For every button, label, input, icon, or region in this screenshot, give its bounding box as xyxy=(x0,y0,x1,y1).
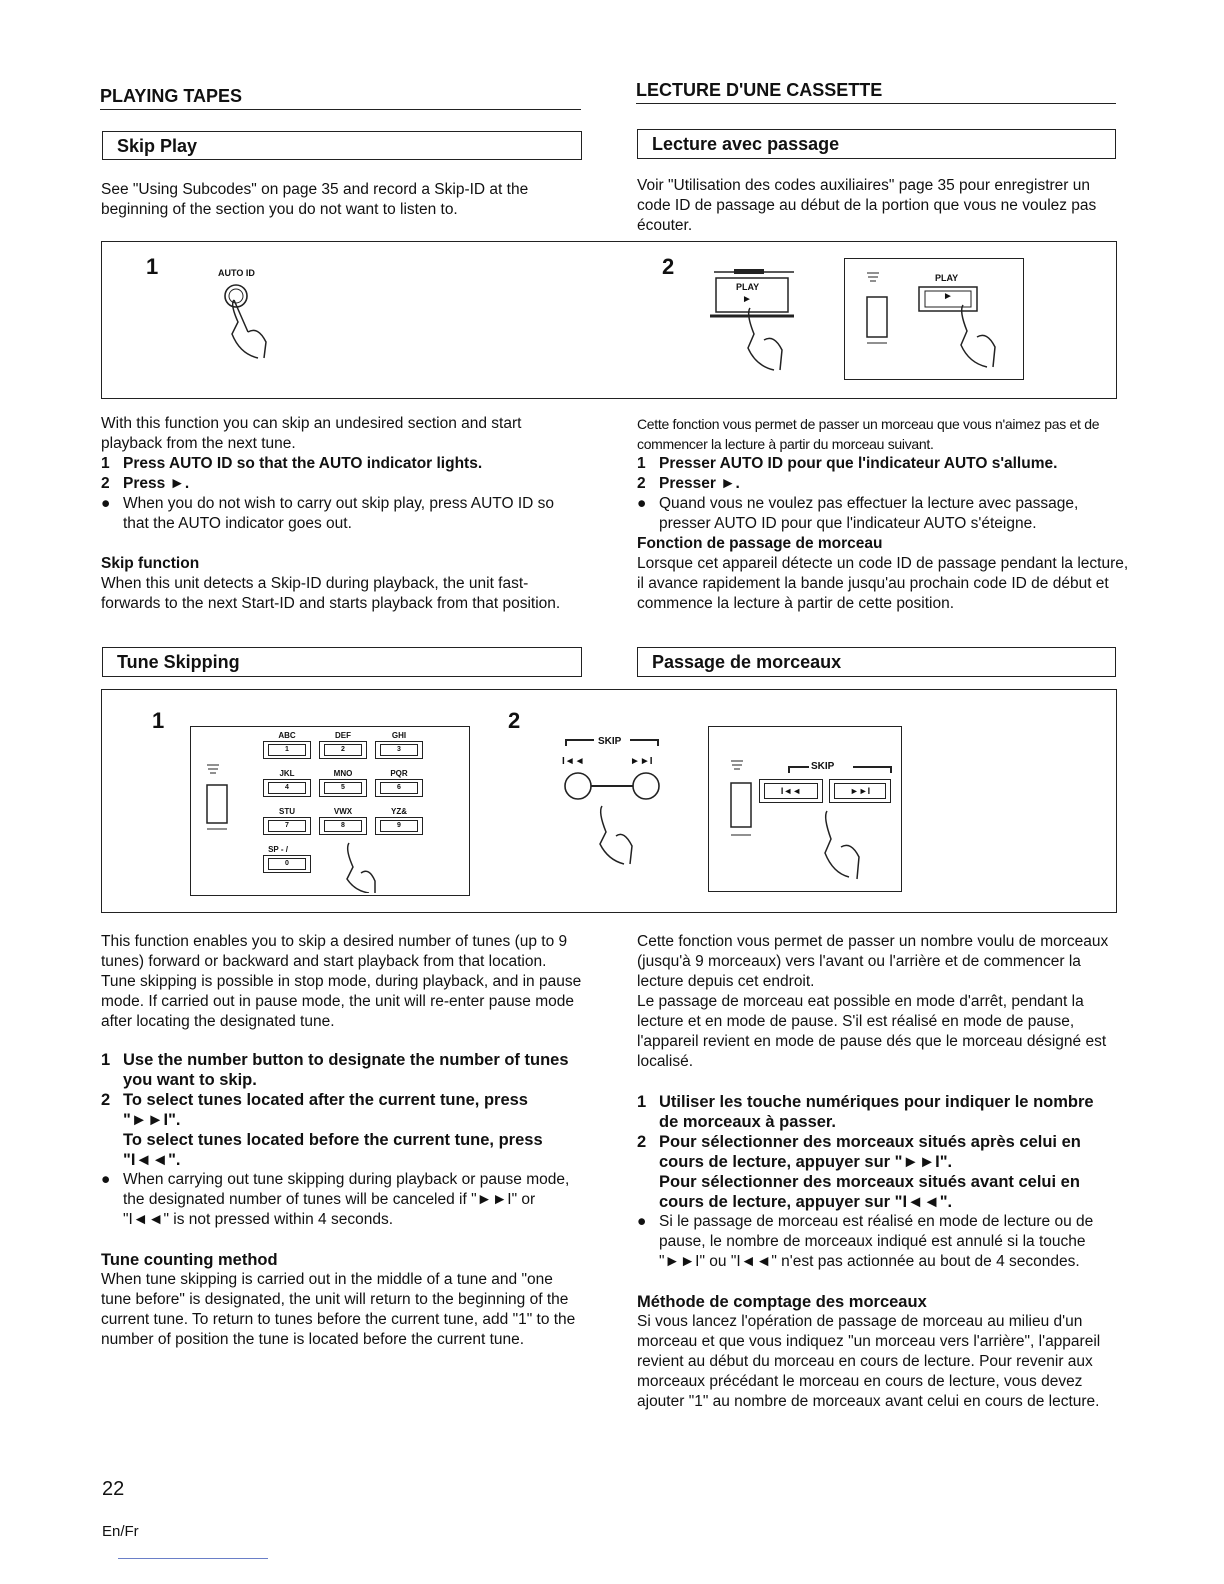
skip-play-step1-text-fr: Presser AUTO ID pour que l'indicateur AUTO s'allume. xyxy=(659,455,1058,472)
key-4-num: 4 xyxy=(268,782,306,794)
tune-counting-subhead-fr: Méthode de comptage des morceaux xyxy=(637,1293,927,1311)
remote-skip-finger-icon xyxy=(809,807,869,887)
remote-play-panel xyxy=(844,258,1024,380)
tune-skipping-heading: Tune Skipping xyxy=(102,647,582,677)
skip-play-body-fr: Cette fonction vous permet de passer un morceau que vous n'aimez pas et de commencer la lecture à partir du morceau suivant. xyxy=(637,416,1100,452)
keypad-finger-icon xyxy=(339,839,379,893)
skip-play-text-fr xyxy=(637,414,1129,614)
skip-function-text-fr: Lorsque cet appareil détecte un code ID de passage pendant la lecture, il avance rapidement la bande jusqu'au prochain code ID de début et commence la lecture à partir de cette position. xyxy=(637,555,1129,612)
key-3 xyxy=(375,741,423,759)
tune-skipping-bullet-text-fr: Si le passage de morceau est réalisé en mode de lecture ou de pause, le nombre de morceaux indiqué est annulé si la touche "►►I" ou "I◄◄" n'est pas actionnée au bout de 4 secondes. xyxy=(659,1213,1094,1270)
key-0 xyxy=(263,855,311,873)
tune-skipping-bullet-en: ● When carrying out tune skipping during playback or pause mode, the designated number of tunes will be canceled if "►►I" or "I◄◄" is not pressed within 4 seconds. xyxy=(101,1170,583,1230)
skip-function-subhead-en: Skip function xyxy=(101,555,200,572)
tune-skipping-body1-fr: Cette fonction vous permet de passer un nombre voulu de morceaux (jusqu'à 9 morceaux) vers l'avant ou l'arrière et de commencer la lecture depuis cet endroit. xyxy=(637,933,1109,990)
tune-skipping-step2a-text-fr: Pour sélectionner des morceaux situés après celui en cours de lecture, appuyer sur "►►I". xyxy=(659,1133,1081,1171)
page-number: 22 xyxy=(102,1478,125,1500)
tune-counting-text-fr: Si vous lancez l'opération de passage de morceau au milieu d'un morceau et que vous indiquez "un morceau vers l'arrière", l'appareil revient au début du morceau en cours de lecture. Pour revenir aux morceaux précédant le morceau en cours de lecture, vous devez ajouter "1" au nombre de morceaux avant celui en cours de lecture. xyxy=(637,1313,1101,1410)
skip-play-step2-text-fr: Presser ►. xyxy=(659,475,740,492)
tune-skipping-step1-en: 1 Use the number button to designate the number of tunes you want to skip. xyxy=(101,1050,583,1090)
key-6 xyxy=(375,779,423,797)
tune-skipping-body2-fr: Le passage de morceau eat possible en mode d'arrêt, pendant la lecture et en mode de pause. S'il est réalisé en mode de pause, l'appareil revient en mode de pause dés que le morceau désigné est localisé. xyxy=(637,993,1107,1070)
tune-skipping-bullet-text-en: When carrying out tune skipping during playback or pause mode, the designated number of tunes will be canceled if "►►I" or "I◄◄" is not pressed within 4 seconds. xyxy=(123,1171,570,1228)
figure-step-2: 2 xyxy=(662,254,675,279)
tune-skipping-step2a-text-en: To select tunes located after the current tune, press "►►I". xyxy=(123,1091,528,1129)
section-title-en: PLAYING TAPES xyxy=(100,86,581,110)
tune-skipping-step2b-text-fr: Pour sélectionner des morceaux situés avant celui en cours de lecture, appuyer sur "I◄◄". xyxy=(659,1173,1080,1211)
tune-skipping-step1-text-en: Use the number button to designate the number of tunes you want to skip. xyxy=(123,1051,569,1089)
skip-play-intro-en: See "Using Subcodes" on page 35 and record a Skip-ID at the beginning of the section you do not want to listen to. xyxy=(101,181,529,218)
skip-play-step2-en: 2 Press ►. xyxy=(101,474,583,494)
tune-skipping-bullet-fr: ● Si le passage de morceau est réalisé en mode de lecture ou de pause, le nombre de morceaux indiqué est annulé si la touche "►►I" ou "I◄◄" n'est pas actionnée au bout de 4 secondes. xyxy=(637,1212,1117,1272)
play-symbol-remote: ► xyxy=(943,291,953,302)
skip-play-bullet-fr: ● Quand vous ne voulez pas effectuer la lecture avec passage, presser AUTO ID pour que l'indicateur AUTO s'éteigne. xyxy=(637,494,1129,534)
tune-figure-step-1: 1 xyxy=(152,708,165,733)
key-7-num: 7 xyxy=(268,820,306,832)
key-8-num: 8 xyxy=(324,820,362,832)
key-6-num: 6 xyxy=(380,782,418,794)
skip-label-deck: SKIP xyxy=(598,736,622,747)
remote-play-button-press xyxy=(917,285,1007,379)
next-symbol-deck: ►►I xyxy=(630,756,653,767)
tune-skipping-step1-fr: 1 Utiliser les touche numériques pour indiquer le nombre de morceaux à passer. xyxy=(637,1092,1117,1132)
tune-counting-text-en: When tune skipping is carried out in the middle of a tune and "one tune before" is designated, the unit will return to the beginning of the current tune. To return to tunes before the current tune, add "1" to the number of position the tune is located before the current tune. xyxy=(101,1271,576,1348)
key-label-sp: SP - / xyxy=(268,845,288,854)
skip-play-step1-en: 1 Press AUTO ID so that the AUTO indicator lights. xyxy=(101,454,583,474)
tune-skipping-figure xyxy=(101,689,1117,913)
remote-skip-window-icon xyxy=(729,781,753,841)
key-5-num: 5 xyxy=(324,782,362,794)
tune-counting-subhead-en: Tune counting method xyxy=(101,1251,278,1269)
remote-ir-icon xyxy=(865,271,881,285)
skip-play-bullet-text-en: When you do not wish to carry out skip play, press AUTO ID so that the AUTO indicator goes out. xyxy=(123,495,555,532)
key-8 xyxy=(319,817,367,835)
skip-play-heading: Skip Play xyxy=(102,131,582,160)
key-7 xyxy=(263,817,311,835)
key-label-mno: MNO xyxy=(333,769,353,778)
skip-play-step1-text-en: Press AUTO ID so that the AUTO indicator lights. xyxy=(123,455,483,472)
remote-next-button xyxy=(829,779,891,803)
key-1 xyxy=(263,741,311,759)
tune-skipping-step2-fr: 2 Pour sélectionner des morceaux situés après celui en cours de lecture, appuyer sur "►►I". Pour sélectionner des morceaux situés avant celui en cours de lecture, appuyer sur "I◄◄". xyxy=(637,1132,1117,1212)
skip-play-bullet-en: ● When you do not wish to carry out skip play, press AUTO ID so that the AUTO indicator goes out. xyxy=(101,494,583,534)
remote-skip-bracket xyxy=(787,763,897,775)
play-symbol-deck: ► xyxy=(742,294,752,305)
section-title-fr: LECTURE D'UNE CASSETTE xyxy=(636,80,1116,104)
play-label-remote: PLAY xyxy=(935,273,959,283)
tune-figure-step-2: 2 xyxy=(508,708,521,733)
key-label-abc: ABC xyxy=(278,731,296,740)
key-9-num: 9 xyxy=(380,820,418,832)
key-label-ghi: GHI xyxy=(391,731,407,740)
key-4 xyxy=(263,779,311,797)
skip-play-text-en xyxy=(101,414,583,614)
tune-skipping-step2-en: 2 To select tunes located after the current tune, press "►►I". To select tunes located before the current tune, press "I◄◄". xyxy=(101,1090,583,1170)
play-label-deck: PLAY xyxy=(736,282,760,292)
key-label-stu: STU xyxy=(279,807,295,816)
skip-play-step1-fr: 1 Presser AUTO ID pour que l'indicateur AUTO s'allume. xyxy=(637,454,1129,474)
remote-prev-inner: I◄◄ xyxy=(764,783,818,799)
key-label-pqr: PQR xyxy=(390,769,408,778)
key-2 xyxy=(319,741,367,759)
key-label-yz: YZ& xyxy=(391,807,407,816)
skip-play-intro-fr: Voir "Utilisation des codes auxiliaires" page 35 pour enregistrer un code ID de passage au début de la portion que vous ne voulez pas écouter. xyxy=(637,177,1097,234)
figure-step-1: 1 xyxy=(146,254,159,279)
remote-next-inner: ►►I xyxy=(834,783,886,799)
tune-skipping-step2b-text-en: To select tunes located before the current tune, press "I◄◄". xyxy=(123,1131,543,1169)
auto-id-press-illustration xyxy=(212,278,292,362)
remote-skip-ir-icon xyxy=(729,759,745,773)
language-code: En/Fr xyxy=(102,1523,139,1540)
skip-label-remote: SKIP xyxy=(811,761,835,772)
skip-play-bullet-text-fr: Quand vous ne voulez pas effectuer la lecture avec passage, presser AUTO ID pour que l'indicateur AUTO s'éteigne. xyxy=(659,495,1079,532)
footer-rule xyxy=(118,1558,268,1559)
skip-function-subhead-fr: Fonction de passage de morceau xyxy=(637,535,883,552)
keypad-ir-icon xyxy=(205,763,221,777)
key-2-num: 2 xyxy=(324,744,362,756)
prev-symbol-deck: I◄◄ xyxy=(562,756,585,767)
key-0-num: 0 xyxy=(268,858,306,870)
key-label-vwx: VWX xyxy=(333,807,353,816)
skip-play-step2-fr: 2 Presser ►. xyxy=(637,474,1129,494)
key-label-def: DEF xyxy=(335,731,351,740)
keypad-panel xyxy=(190,726,470,896)
skip-play-body-en: With this function you can skip an undesired section and start playback from the next tune. xyxy=(101,415,522,452)
key-9 xyxy=(375,817,423,835)
keypad-window-icon xyxy=(205,783,229,833)
key-3-num: 3 xyxy=(380,744,418,756)
key-5 xyxy=(319,779,367,797)
passage-de-morceaux-heading: Passage de morceaux xyxy=(637,647,1116,677)
remote-prev-button xyxy=(759,779,823,803)
remote-window-icon xyxy=(865,295,889,349)
skip-play-figure xyxy=(101,241,1117,399)
tune-skipping-step1-text-fr: Utiliser les touche numériques pour indiquer le nombre de morceaux à passer. xyxy=(659,1093,1094,1131)
lecture-avec-passage-heading: Lecture avec passage xyxy=(637,129,1116,159)
remote-skip-panel xyxy=(708,726,902,892)
tune-skipping-text-fr xyxy=(637,932,1117,1412)
auto-id-label: AUTO ID xyxy=(218,268,255,278)
tune-skipping-body-en: This function enables you to skip a desired number of tunes (up to 9 tunes) forward or backward and start playback from that location. Tune skipping is possible in stop mode, during playback, and in pause mode. If carried out in pause mode, the unit will re-enter pause mode after locating the designated tune. xyxy=(101,933,582,1030)
key-label-jkl: JKL xyxy=(279,769,295,778)
key-1-num: 1 xyxy=(268,744,306,756)
skip-play-step2-text-en: Press ►. xyxy=(123,475,190,492)
tune-skipping-text-en xyxy=(101,932,583,1350)
skip-function-text-en: When this unit detects a Skip-ID during playback, the unit fast-forwards to the next Start-ID and starts playback from that position. xyxy=(101,575,561,612)
deck-skip-buttons-illustration xyxy=(558,736,668,866)
